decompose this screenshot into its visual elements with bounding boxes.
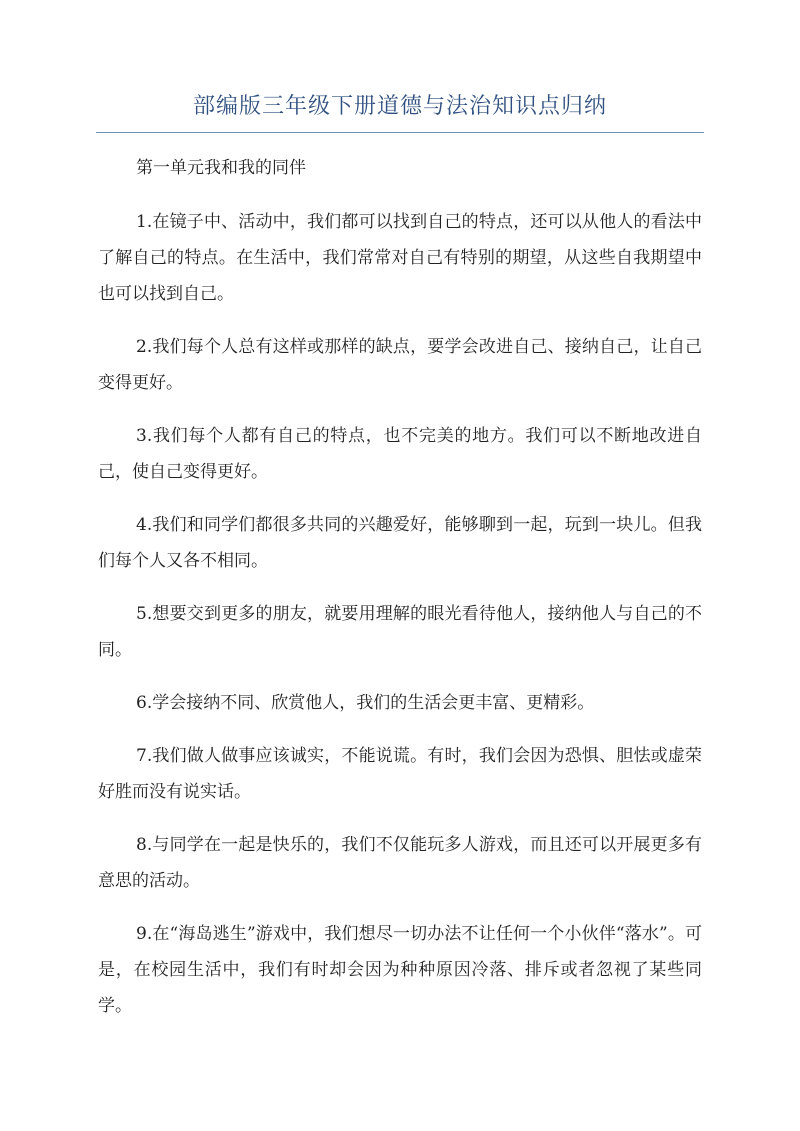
knowledge-point-3: 3.我们每个人都有自己的特点，也不完美的地方。我们可以不断地改进自己，使自己变得更好。 bbox=[98, 426, 702, 482]
knowledge-point-1: 1.在镜子中、活动中，我们都可以找到自己的特点，还可以从他人的看法中了解自己的特点。在生活中，我们常常对自己有特别的期望，从这些自我期望中也可以找到自己。 bbox=[98, 212, 702, 304]
section-heading: 第一单元我和我的同伴 bbox=[136, 158, 306, 178]
knowledge-point-5: 5.想要交到更多的朋友，就要用理解的眼光看待他人，接纳他人与自己的不同。 bbox=[98, 604, 702, 660]
document-title: 部编版三年级下册道德与法治知识点归纳 bbox=[192, 94, 607, 119]
knowledge-point-6: 6.学会接纳不同、欣赏他人，我们的生活会更丰富、更精彩。 bbox=[136, 693, 595, 713]
knowledge-point-9: 9.在“海岛逃生”游戏中，我们想尽一切办法不让任何一个小伙伴“落水”。可是，在校园生活中，我们有时却会因为种种原因冷落、排斥或者忽视了某些同学。 bbox=[98, 924, 702, 1016]
document-body bbox=[98, 150, 702, 1041]
title-divider bbox=[96, 132, 704, 133]
knowledge-point-2: 2.我们每个人总有这样或那样的缺点，要学会改进自己、接纳自己，让自己变得更好。 bbox=[98, 337, 702, 393]
knowledge-point-7: 7.我们做人做事应该诚实，不能说谎。有时，我们会因为恐惧、胆怯或虚荣好胜而没有说实话。 bbox=[98, 746, 702, 802]
knowledge-point-8: 8.与同学在一起是快乐的，我们不仅能玩多人游戏，而且还可以开展更多有意思的活动。 bbox=[98, 835, 702, 891]
knowledge-point-4: 4.我们和同学们都很多共同的兴趣爱好，能够聊到一起，玩到一块儿。但我们每个人又各不相同。 bbox=[98, 515, 702, 571]
